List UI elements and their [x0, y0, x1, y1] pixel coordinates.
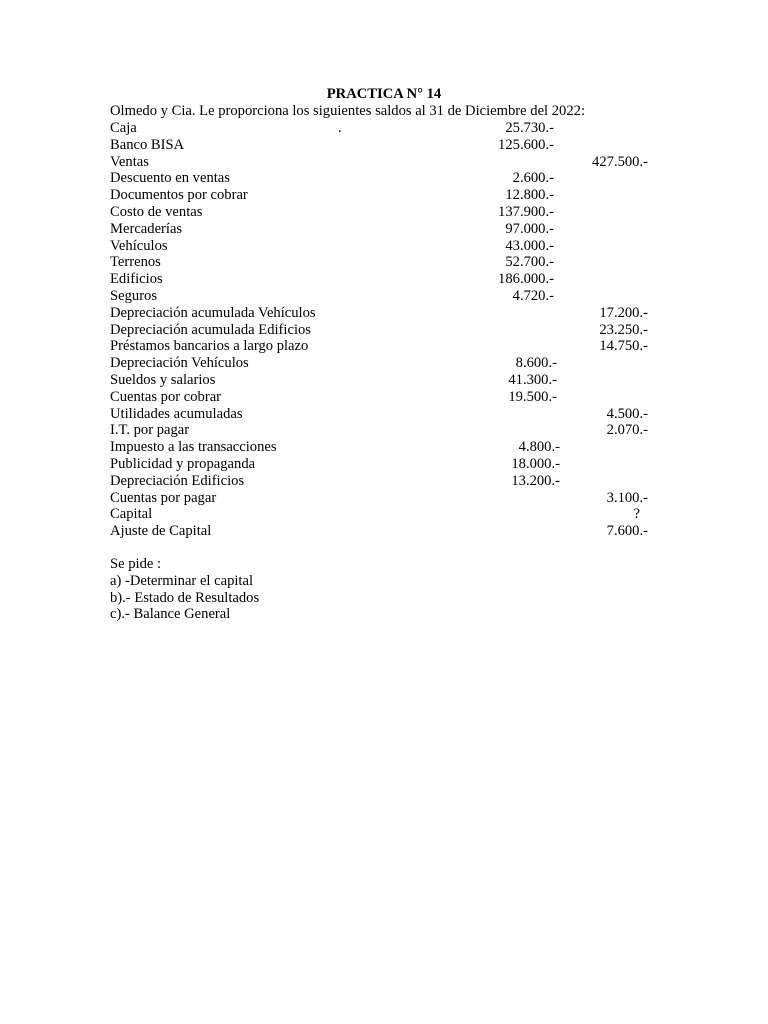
account-name: Ventas: [110, 153, 149, 170]
debit-amount: 12.800.-: [505, 187, 554, 204]
list-item: [110, 221, 670, 238]
stray-dot: .: [338, 120, 342, 136]
list-item: [110, 406, 670, 423]
debit-amount: 97.000.-: [505, 220, 554, 237]
credit-amount: 14.750.-: [599, 338, 648, 355]
list-item: [110, 322, 670, 339]
list-item: [110, 338, 670, 355]
account-name: Descuento en ventas: [110, 170, 230, 187]
list-item: [110, 490, 670, 507]
requirement-item: a) -Determinar el capital: [110, 572, 254, 589]
account-name: Caja: [110, 120, 137, 136]
account-name: Depreciación acumulada Edificios: [110, 321, 311, 338]
list-item: [110, 523, 670, 540]
list-item: [110, 473, 670, 490]
requirement-item: b).- Estado de Resultados: [110, 589, 260, 606]
list-item: [110, 120, 670, 137]
list-item: [110, 238, 670, 255]
credit-amount: 17.200.-: [599, 304, 648, 321]
account-name: Cuentas por pagar: [110, 489, 217, 506]
requirement-item: c).- Balance General: [110, 606, 231, 623]
debit-amount: 19.500.-: [508, 388, 557, 405]
debit-amount: 186.000.-: [498, 271, 554, 288]
debit-amount: 125.600.-: [498, 136, 554, 153]
debit-amount: 41.300.-: [508, 371, 557, 388]
list-item: [110, 456, 670, 473]
account-name: Publicidad y propaganda: [110, 455, 256, 472]
list-item: [110, 137, 670, 154]
credit-amount: 7.600.-: [606, 523, 648, 540]
account-name: Costo de ventas: [110, 203, 203, 220]
account-name: Seguros: [110, 287, 158, 304]
debit-amount: 43.000.-: [505, 237, 554, 254]
list-item: [110, 422, 670, 439]
debit-amount: 8.600.-: [515, 355, 557, 372]
account-name: Depreciación acumulada Vehículos: [110, 304, 316, 321]
list-item: [110, 305, 670, 322]
account-name: Utilidades acumuladas: [110, 405, 243, 422]
list-item: [110, 254, 670, 271]
list-item: [110, 355, 670, 372]
account-name: Documentos por cobrar: [110, 187, 248, 204]
list-item: [110, 154, 670, 171]
account-name: Préstamos bancarios a largo plazo: [110, 338, 309, 355]
credit-amount: ?: [633, 506, 640, 523]
debit-amount: 4.720.-: [512, 287, 554, 304]
requirements-section: [110, 556, 259, 623]
list-item: [110, 271, 670, 288]
list-item: [110, 187, 670, 204]
requirements-heading: Se pide :: [110, 556, 162, 572]
account-name: Capital: [110, 506, 153, 523]
account-name: Vehículos: [110, 237, 168, 254]
account-name: Banco BISA: [110, 136, 185, 153]
account-name: Sueldos y salarios: [110, 371, 216, 388]
account-name: Terrenos: [110, 254, 161, 271]
account-name: I.T. por pagar: [110, 422, 190, 439]
credit-amount: 23.250.-: [599, 321, 648, 338]
account-name: Depreciación Vehículos: [110, 355, 249, 372]
document-title: PRACTICA N° 14: [326, 86, 442, 102]
intro-text: Olmedo y Cia. Le proporciona los siguientes saldos al 31 de Diciembre del 2022:: [110, 103, 586, 119]
list-item: [110, 389, 670, 406]
credit-amount: 4.500.-: [606, 405, 648, 422]
credit-amount: 2.070.-: [606, 422, 648, 439]
list-item: [110, 506, 670, 523]
debit-amount: 25.730.-: [505, 120, 554, 136]
account-name: Mercaderías: [110, 220, 183, 237]
debit-amount: 137.900.-: [498, 203, 554, 220]
account-name: Cuentas por cobrar: [110, 388, 222, 405]
debit-amount: 52.700.-: [505, 254, 554, 271]
account-name: Ajuste de Capital: [110, 523, 212, 540]
list-item: [110, 204, 670, 221]
list-item: [110, 439, 670, 456]
debit-amount: 13.200.-: [511, 472, 560, 489]
credit-amount: 3.100.-: [606, 489, 648, 506]
list-item: [110, 170, 670, 187]
list-item: [110, 288, 670, 305]
account-name: Edificios: [110, 271, 163, 288]
balances-list: [110, 120, 670, 540]
debit-amount: 18.000.-: [511, 455, 560, 472]
list-item: [110, 372, 670, 389]
debit-amount: 4.800.-: [518, 439, 560, 456]
account-name: Depreciación Edificios: [110, 472, 245, 489]
account-name: Impuesto a las transacciones: [110, 439, 277, 456]
debit-amount: 2.600.-: [512, 170, 554, 187]
credit-amount: 427.500.-: [592, 153, 648, 170]
